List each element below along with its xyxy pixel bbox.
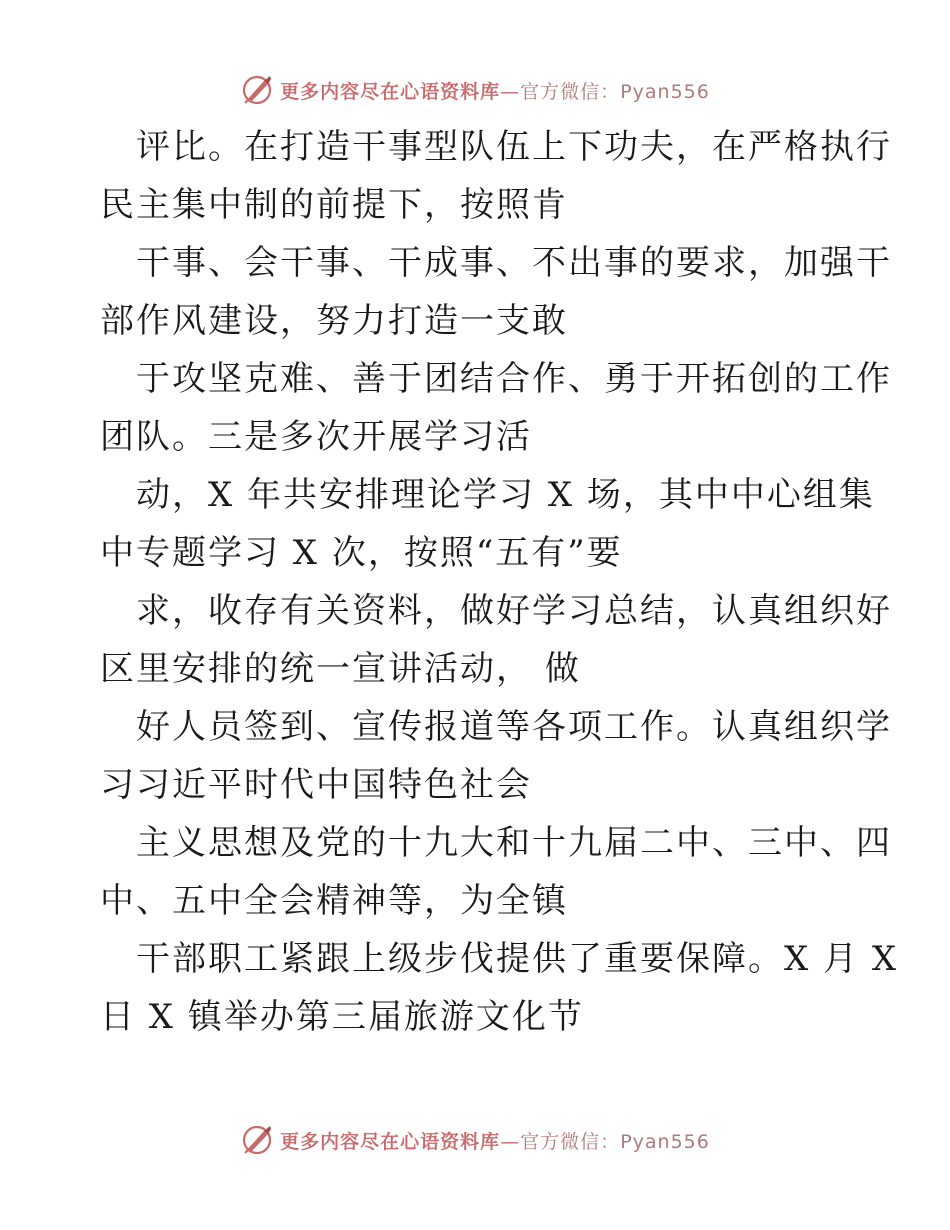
header-watermark [0,70,950,110]
paragraph-first-line: 好人员签到、宣传报道等各项工作。认真组织学 [136,707,892,747]
paragraph-second-line: 区里安排的统一宣讲活动， 做 [100,649,581,689]
footer-watermark [0,1120,950,1160]
paragraph-second-line: 习习近平时代中国特色社会 [100,765,532,805]
watermark-dash: — [500,1130,521,1153]
paragraph-first-line: 主义思想及党的十九大和十九届二中、三中、四 [136,823,892,863]
paragraph [100,582,892,698]
watermark-text [280,1127,710,1154]
paragraph [100,118,892,234]
watermark-text [280,77,710,104]
paragraph-first-line: 于攻坚克难、善于团结合作、勇于开拓创的工作 [136,359,892,399]
paragraph-first-line: 评比。在打造干事型队伍上下功夫，在严格执行 [136,127,892,167]
paragraph-second-line: 民主集中制的前提下，按照肯 [100,185,568,225]
quill-pen-logo-icon [240,1123,274,1157]
watermark-site-text: 更多内容尽在心语资料库 [280,1130,501,1153]
quill-pen-logo-icon [240,73,274,107]
paragraph-first-line: 求，收存有关资料，做好学习总结，认真组织好 [136,591,892,631]
paragraph [100,466,875,582]
paragraph [100,814,892,930]
paragraph [100,930,899,1046]
watermark-contact-label: 官方微信： [520,80,621,103]
watermark-contact-label: 官方微信： [520,1130,621,1153]
paragraph [100,234,892,350]
paragraph-second-line: 中、五中全会精神等，为全镇 [100,881,568,921]
watermark-dash: — [500,80,521,103]
paragraph-first-line: 干事、会干事、干成事、不出事的要求，加强干 [136,243,892,283]
paragraph [100,698,892,814]
watermark-contact-id: Pyan556 [620,1130,710,1153]
watermark-contact-id: Pyan556 [620,80,710,103]
paragraph-second-line: 团队。三是多次开展学习活 [100,417,532,457]
paragraph [100,350,892,466]
paragraph-first-line: 动，X 年共安排理论学习 X 场，其中中心组集 [136,475,875,515]
paragraph-second-line: 中专题学习 X 次，按照“五有”要 [100,533,623,573]
document-body [100,118,899,1046]
watermark-site-text: 更多内容尽在心语资料库 [280,80,501,103]
paragraph-second-line: 部作风建设，努力打造一支敢 [100,301,568,341]
paragraph-second-line: 日 X 镇举办第三届旅游文化节 [100,997,584,1037]
paragraph-first-line: 干部职工紧跟上级步伐提供了重要保障。X 月 X [136,939,899,979]
